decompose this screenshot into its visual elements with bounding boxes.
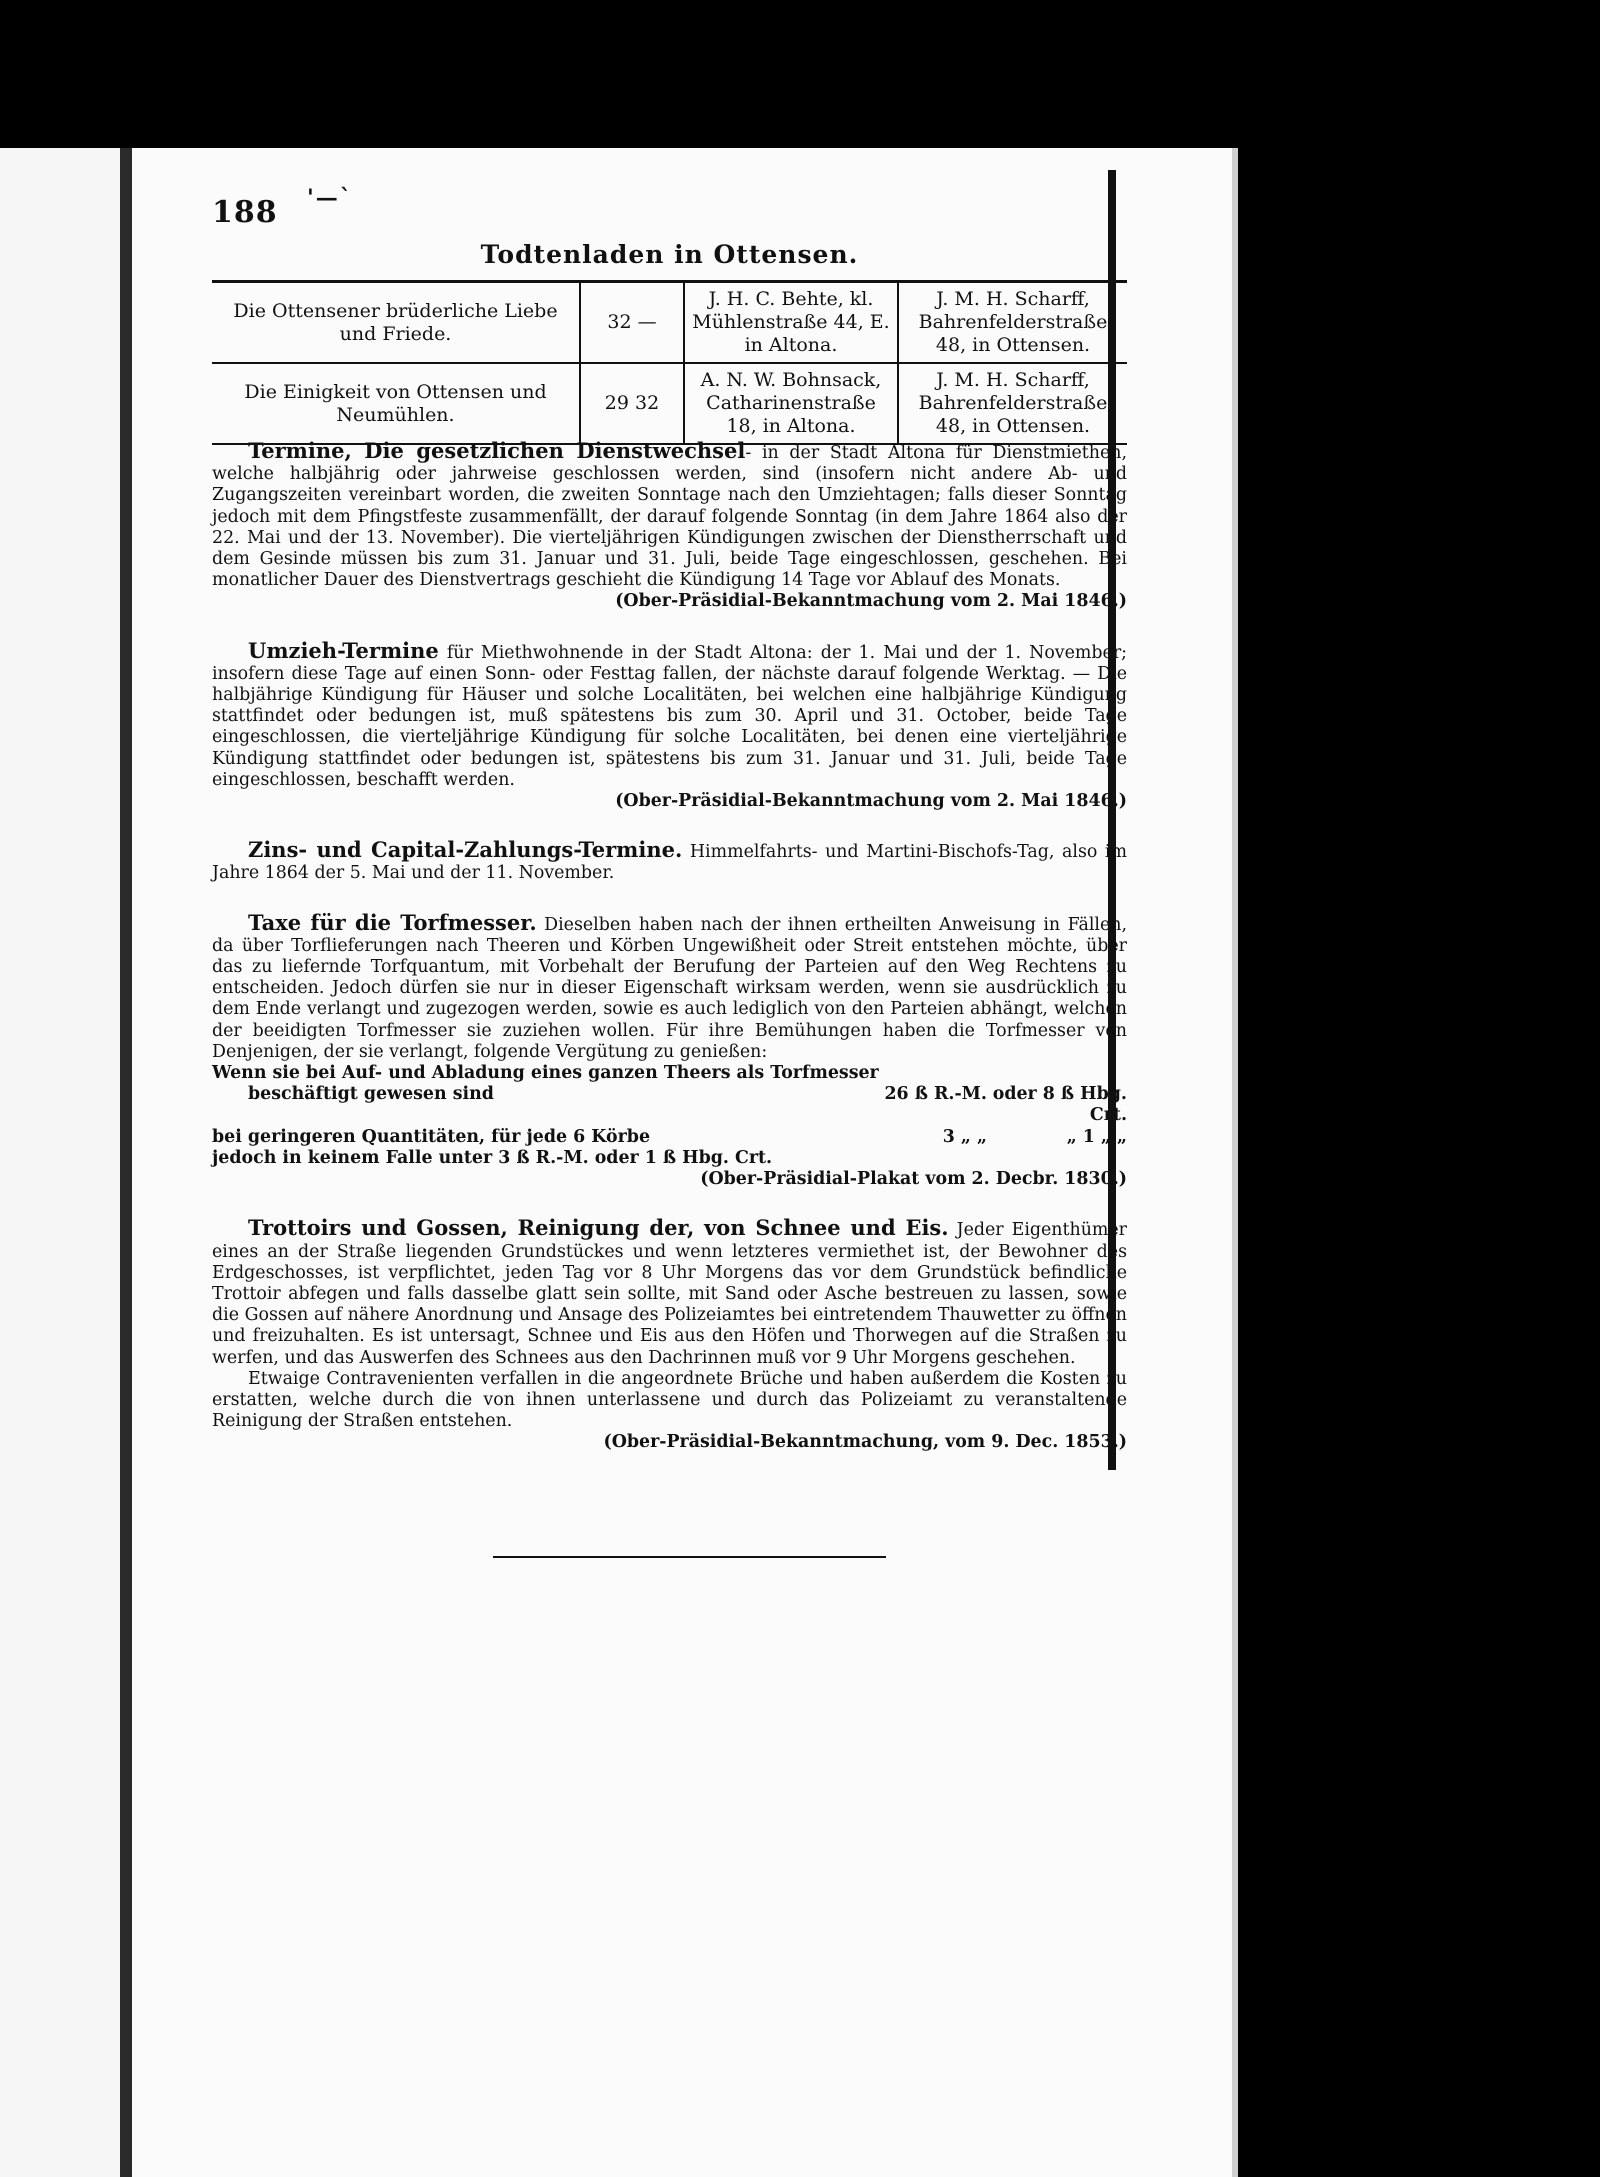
source-citation: (Ober-Präsidial-Plakat vom 2. Decbr. 1830.) [700, 1169, 1127, 1190]
source-citation: (Ober-Präsidial-Bekanntmachung vom 2. Mai 1846.) [615, 791, 1127, 812]
section-text: Dieselben haben nach der ihnen ertheilten Anweisung in Fällen, da über Torflieferungen nach Theeren und Körben Ungewißheit oder Streit entstehen möchte, über das zu liefernde Torfquantum, mit Vorbehalt der Berufung der Parteien auf den Weg Rechtens zu entscheiden. Jedoch dürfen sie nur in dieser Eigenschaft wirksam werden, wenn sie ausdrücklich zu dem Ende verlangt und zugezogen werden, sowie es auch lediglich von den Parteien abhängt, welchen der beeidigten Torfmesser sie zuziehen wollen. Für ihre Bemühungen haben die Torfmesser von Denjenigen, der sie verlangt, folgende Vergütung zu genießen: [212, 914, 1127, 1062]
scan-left-strip [0, 148, 120, 2177]
section-heading: Umzieh-Termine [248, 637, 439, 663]
loge-number: 29 32 [580, 363, 684, 444]
section-dienstwechsel [212, 440, 1127, 613]
section-text: für Miethwohnende in der Stadt Altona: der 1. Mai und der 1. November; insofern diese Tage auf einen Sonn- oder Festtag fallen, der nächste darauf folgende Werktag. — Die halbjährige Kündigung für Häuser und solche Localitäten, bei welchen eine halbjährige Kündigung stattfindet oder bedungen ist, muß spätestens bis zum 30. April und 31. October, beide Tage eingeschlossen, die vierteljährige Kündigung für solche Localitäten, bei denen eine vierteljährige Kündigung stattfindet oder bedungen ist, spätestens bis zum 31. Januar und 31. Juli, beide Tage eingeschlossen, beschafft werden. [212, 642, 1128, 790]
section-text: Himmelfahrts- und Martini-Bischofs-Tag, also im Jahre 1864 der 5. Mai und der 11. November. [212, 842, 1127, 884]
section-zahlungs-termine [212, 839, 1127, 884]
paragraph [212, 909, 1127, 1063]
section-text: Jeder Eigenthümer eines an der Straße liegenden Grundstückes und wenn letzteres vermiethet ist, der Bewohner des Erdgeschosses, ist verpflichtet, jeden Tag vor 8 Uhr Morgens das vor dem Grundstück befindliche Trottoir abfegen und falls dasselbe glatt sein sollte, mit Sand oder Asche bestreuen zu lassen, sowie die Gossen auf nähere Anordnung und Ansage des Polizeiamtes bei eintretendem Thauwetter zu öffnen und freizuhalten. Es ist untersagt, Schnee und Eis aus den Höfen und Thorwegen auf die Straßen zu werfen, und das Auswerfen des Schnees aus den Dachrinnen muß vor 9 Uhr Morgens geschehen. [212, 1220, 1127, 1368]
fee-label: beschäftigt gewesen sind [248, 1084, 494, 1105]
table-row [212, 1148, 1127, 1169]
fee-value-hbg: „ 1 „ „ [1066, 1126, 1127, 1147]
paragraph [212, 637, 1128, 791]
loge-name: Die Ottensener brüderliche Liebe und Friede. [212, 283, 580, 363]
loge-name: Die Einigkeit von Ottensen und Neumühlen. [212, 363, 580, 444]
fee-value-rm: 3 „ „ [942, 1126, 987, 1147]
loge-contact-b: J. M. H. Scharff, Bahrenfelderstraße 48, in Ottensen. [898, 283, 1127, 363]
section-heading: Termine, Die gesetzlichen Dienstwechsel [248, 438, 746, 463]
section-heading: Zins- und Capital-Zahlungs-Termine. [248, 837, 683, 863]
paragraph [212, 440, 1127, 591]
paragraph: Etwaige Contravenienten verfallen in die angeordnete Brüche und haben außerdem die Kosten zu erstatten, welche durch die von ihnen unterlassene und durch das Polizeiamt zu veranstaltende Reinigung der Straßen entstehen. [212, 1368, 1127, 1432]
loge-contact-b: J. M. H. Scharff, Bahrenfelderstraße 48, in Ottensen. [898, 363, 1127, 444]
fee-table [212, 1084, 1127, 1169]
fee-value-hbg: oder 8 ß Hbg. Crt. [992, 1084, 1127, 1126]
section-title: Todtenladen in Ottensen. [480, 240, 859, 269]
source-citation: (Ober-Präsidial-Bekanntmachung, vom 9. Dec. 1853.) [603, 1432, 1127, 1453]
page-mark: '—` [307, 185, 353, 211]
paragraph [212, 1217, 1127, 1368]
loge-number: 32 — [580, 283, 684, 363]
table-row [212, 1127, 1127, 1148]
book-gutter [120, 148, 132, 2177]
table-row [212, 1084, 1127, 1126]
paragraph [212, 839, 1127, 884]
section-torfmesser [212, 909, 1127, 1191]
section-umzieh-termine [212, 637, 1128, 813]
table-row [212, 283, 1127, 363]
page-edge [1232, 148, 1238, 2177]
page-number: 188 [212, 195, 278, 230]
fee-label: jedoch in keinem Falle unter 3 ß R.-M. oder 1 ß Hbg. Crt. [212, 1147, 773, 1168]
fee-value-rm: 26 ß R.-M. [884, 1084, 987, 1105]
loge-table [212, 283, 1127, 445]
section-trottoirs [212, 1217, 1127, 1453]
section-heading: Taxe für die Torfmesser. [248, 909, 537, 935]
section-heading: Trottoirs und Gossen, Reinigung der, von Schnee und Eis. [248, 1215, 949, 1241]
loge-contact-a: A. N. W. Bohnsack, Catharinenstraße 18, in Altona. [684, 363, 898, 444]
section-text: - in der Stadt Altona für Dienstmiethen, welche halbjährig oder jahrweise geschlossen werden, sind (insofern nicht andere Ab- und Zugangszeiten vereinbart worden, die zweiten Sonntage nach den Umziehtagen; falls dieser Sonntag jedoch mit dem Pfingstfeste zusammenfällt, der darauf folgende Sonntag (in dem Jahre 1864 also der 22. Mai und der 13. November). Die vierteljährigen Kündigungen zwischen der Dienstherrschaft und dem Gesinde müssen bis zum 31. Januar und 31. Juli, beide Tage eingeschlossen, geschehen. Bei monatlicher Dauer des Dienstvertrags geschieht die Kündigung 14 Tage vor Ablauf des Monats. [212, 443, 1128, 591]
fee-intro: Wenn sie bei Auf- und Abladung eines ganzen Theers als Torfmesser [212, 1063, 879, 1084]
source-citation: (Ober-Präsidial-Bekanntmachung vom 2. Mai 1846.) [615, 591, 1127, 612]
table-row [212, 363, 1127, 444]
loge-contact-a: J. H. C. Behte, kl. Mühlenstraße 44, E. in Altona. [684, 283, 898, 363]
body-text [212, 440, 1127, 1481]
fee-label: bei geringeren Quantitäten, für jede 6 Körbe [212, 1126, 651, 1147]
closing-rule [493, 1556, 886, 1558]
